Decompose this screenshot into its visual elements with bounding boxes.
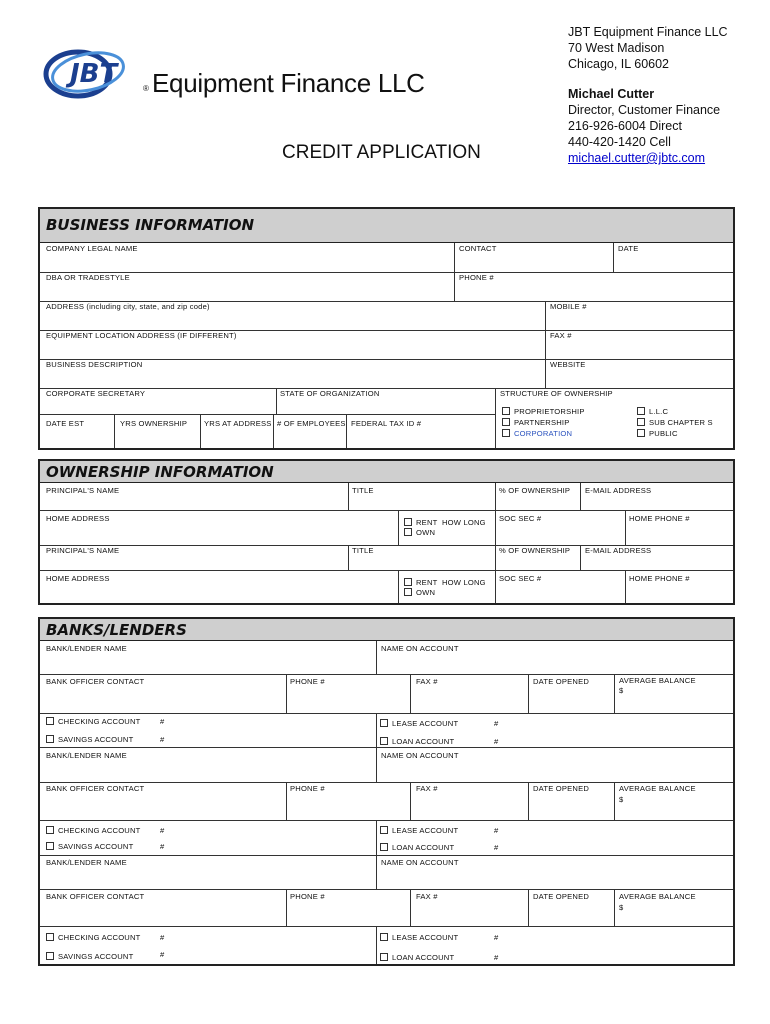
phone-field[interactable]: PHONE #: [459, 273, 494, 282]
own-checkbox-1[interactable]: OWN: [404, 528, 435, 537]
loan-checkbox-3[interactable]: LOAN ACCOUNT: [380, 953, 454, 962]
dba-field[interactable]: DBA OR TRADESTYLE: [46, 273, 130, 282]
yrs-ownership-field[interactable]: YRS OWNERSHIP: [120, 419, 188, 428]
bank-officer-field-1[interactable]: BANK OFFICER CONTACT: [46, 677, 145, 686]
mobile-field[interactable]: MOBILE #: [550, 302, 587, 311]
principal-name-field-2[interactable]: PRINCIPAL'S NAME: [46, 546, 120, 555]
lease-number-1[interactable]: #: [494, 719, 499, 728]
checking-number-3[interactable]: #: [160, 933, 165, 942]
lease-number-3[interactable]: #: [494, 933, 499, 942]
checking-checkbox-1[interactable]: CHECKING ACCOUNT: [46, 717, 141, 726]
logo-text: JBT: [70, 59, 118, 89]
address-field[interactable]: ADDRESS (including city, state, and zip code): [46, 302, 210, 311]
loan-number-3[interactable]: #: [494, 953, 499, 962]
ownership-pct-field-2[interactable]: % OF OWNERSHIP: [499, 546, 571, 555]
business-information-section: [38, 207, 735, 450]
bank-phone-field-1[interactable]: PHONE #: [290, 677, 325, 686]
yrs-at-address-field[interactable]: YRS AT ADDRESS: [204, 419, 272, 428]
home-address-field-1[interactable]: HOME ADDRESS: [46, 514, 110, 523]
checking-checkbox-3[interactable]: CHECKING ACCOUNT: [46, 933, 141, 942]
average-balance-field-3[interactable]: AVERAGE BALANCE: [619, 892, 696, 901]
lease-number-2[interactable]: #: [494, 826, 499, 835]
home-phone-field-1[interactable]: HOME PHONE #: [629, 514, 690, 523]
bank-fax-field-2[interactable]: FAX #: [416, 784, 438, 793]
state-of-organization-field[interactable]: STATE OF ORGANIZATION: [280, 389, 380, 398]
dollar-sign-1: $: [619, 686, 624, 695]
soc-sec-field-2[interactable]: SOC SEC #: [499, 574, 542, 583]
email-field-2[interactable]: E-MAIL ADDRESS: [585, 546, 652, 555]
rent-checkbox-1[interactable]: RENT: [404, 518, 437, 527]
savings-number-2[interactable]: #: [160, 842, 165, 851]
loan-checkbox-2[interactable]: LOAN ACCOUNT: [380, 843, 454, 852]
how-long-field-1[interactable]: HOW LONG: [442, 518, 486, 527]
equipment-location-field[interactable]: EQUIPMENT LOCATION ADDRESS (IF DIFFERENT): [46, 331, 237, 340]
average-balance-field-1[interactable]: AVERAGE BALANCE: [619, 676, 696, 685]
home-phone-field-2[interactable]: HOME PHONE #: [629, 574, 690, 583]
company-legal-name-field[interactable]: COMPANY LEGAL NAME: [46, 244, 138, 253]
contact-email-link[interactable]: michael.cutter@jbtc.com: [568, 151, 706, 165]
ownership-information-section: [38, 459, 735, 605]
ownership-pct-field-1[interactable]: % OF OWNERSHIP: [499, 486, 571, 495]
own-checkbox-2[interactable]: OWN: [404, 588, 435, 597]
registered-mark-icon: ®: [143, 84, 149, 93]
company-name: Equipment Finance LLC: [152, 68, 425, 98]
savings-checkbox-3[interactable]: SAVINGS ACCOUNT: [46, 952, 133, 961]
date-est-field[interactable]: DATE EST: [46, 419, 85, 428]
date-opened-field-3[interactable]: DATE OPENED: [533, 892, 590, 901]
name-on-account-field-2[interactable]: NAME ON ACCOUNT: [381, 751, 459, 760]
principal-name-field-1[interactable]: PRINCIPAL'S NAME: [46, 486, 120, 495]
bank-officer-field-2[interactable]: BANK OFFICER CONTACT: [46, 784, 145, 793]
lease-checkbox-2[interactable]: LEASE ACCOUNT: [380, 826, 458, 835]
soc-sec-field-1[interactable]: SOC SEC #: [499, 514, 542, 523]
contact-city: Chicago, IL 60602: [568, 57, 670, 71]
loan-checkbox-1[interactable]: LOAN ACCOUNT: [380, 737, 454, 746]
loan-number-2[interactable]: #: [494, 843, 499, 852]
dollar-sign-3: $: [619, 903, 624, 912]
lease-checkbox-3[interactable]: LEASE ACCOUNT: [380, 933, 458, 942]
bank-phone-field-2[interactable]: PHONE #: [290, 784, 325, 793]
rent-checkbox-2[interactable]: RENT: [404, 578, 437, 587]
checking-checkbox-2[interactable]: CHECKING ACCOUNT: [46, 826, 141, 835]
public-checkbox[interactable]: PUBLIC: [637, 429, 678, 438]
home-address-field-2[interactable]: HOME ADDRESS: [46, 574, 110, 583]
contact-role: Director, Customer Finance: [568, 103, 721, 117]
bank-name-field-3[interactable]: BANK/LENDER NAME: [46, 858, 127, 867]
checking-number-1[interactable]: #: [160, 717, 165, 726]
ownership-heading: OWNERSHIP INFORMATION: [40, 461, 733, 483]
employees-field[interactable]: # OF EMPLOYEES: [277, 419, 346, 428]
savings-checkbox-1[interactable]: SAVINGS ACCOUNT: [46, 735, 133, 744]
partnership-checkbox[interactable]: PARTNERSHIP: [502, 418, 570, 427]
page-title: CREDIT APPLICATION: [282, 142, 481, 163]
contact-direct: 216-926-6004 Direct: [568, 119, 682, 133]
banks-lenders-section: [38, 617, 735, 966]
loan-number-1[interactable]: #: [494, 737, 499, 746]
federal-tax-id-field[interactable]: FEDERAL TAX ID #: [351, 419, 422, 428]
contact-field[interactable]: CONTACT: [459, 244, 497, 253]
title-field-2[interactable]: TITLE: [352, 546, 374, 555]
structure-of-ownership-label: STRUCTURE OF OWNERSHIP: [500, 389, 613, 398]
checking-number-2[interactable]: #: [160, 826, 165, 835]
date-field[interactable]: DATE: [618, 244, 639, 253]
date-opened-field-1[interactable]: DATE OPENED: [533, 677, 590, 686]
website-field[interactable]: WEBSITE: [550, 360, 586, 369]
dollar-sign-2: $: [619, 795, 624, 804]
bank-fax-field-3[interactable]: FAX #: [416, 892, 438, 901]
email-field-1[interactable]: E-MAIL ADDRESS: [585, 486, 652, 495]
name-on-account-field-1[interactable]: NAME ON ACCOUNT: [381, 644, 459, 653]
savings-checkbox-2[interactable]: SAVINGS ACCOUNT: [46, 842, 133, 851]
bank-phone-field-3[interactable]: PHONE #: [290, 892, 325, 901]
business-heading: BUSINESS INFORMATION: [40, 209, 733, 243]
bank-name-field-1[interactable]: BANK/LENDER NAME: [46, 644, 127, 653]
sub-chapter-s-checkbox[interactable]: SUB CHAPTER S: [637, 418, 713, 427]
lease-checkbox-1[interactable]: LEASE ACCOUNT: [380, 719, 458, 728]
contact-cell: 440-420-1420 Cell: [568, 135, 671, 149]
bank-name-field-2[interactable]: BANK/LENDER NAME: [46, 751, 127, 760]
how-long-field-2[interactable]: HOW LONG: [442, 578, 486, 587]
llc-checkbox[interactable]: L.L.C: [637, 407, 668, 416]
business-description-field[interactable]: BUSINESS DESCRIPTION: [46, 360, 143, 369]
corporation-checkbox[interactable]: CORPORATION: [502, 429, 572, 438]
title-field-1[interactable]: TITLE: [352, 486, 374, 495]
average-balance-field-2[interactable]: AVERAGE BALANCE: [619, 784, 696, 793]
contact-company: JBT Equipment Finance LLC: [568, 25, 728, 39]
proprietorship-checkbox[interactable]: PROPRIETORSHIP: [502, 407, 585, 416]
contact-street: 70 West Madison: [568, 41, 665, 55]
savings-number-1[interactable]: #: [160, 735, 165, 744]
savings-number-3[interactable]: #: [160, 950, 165, 959]
corporate-secretary-field[interactable]: CORPORATE SECRETARY: [46, 389, 146, 398]
contact-name: Michael Cutter: [568, 87, 655, 101]
date-opened-field-2[interactable]: DATE OPENED: [533, 784, 590, 793]
fax-field[interactable]: FAX #: [550, 331, 572, 340]
jbt-logo-icon: [40, 42, 160, 112]
name-on-account-field-3[interactable]: NAME ON ACCOUNT: [381, 858, 459, 867]
bank-officer-field-3[interactable]: BANK OFFICER CONTACT: [46, 892, 145, 901]
bank-fax-field-1[interactable]: FAX #: [416, 677, 438, 686]
contact-block: [568, 24, 728, 166]
banks-heading: BANKS/LENDERS: [40, 619, 733, 641]
